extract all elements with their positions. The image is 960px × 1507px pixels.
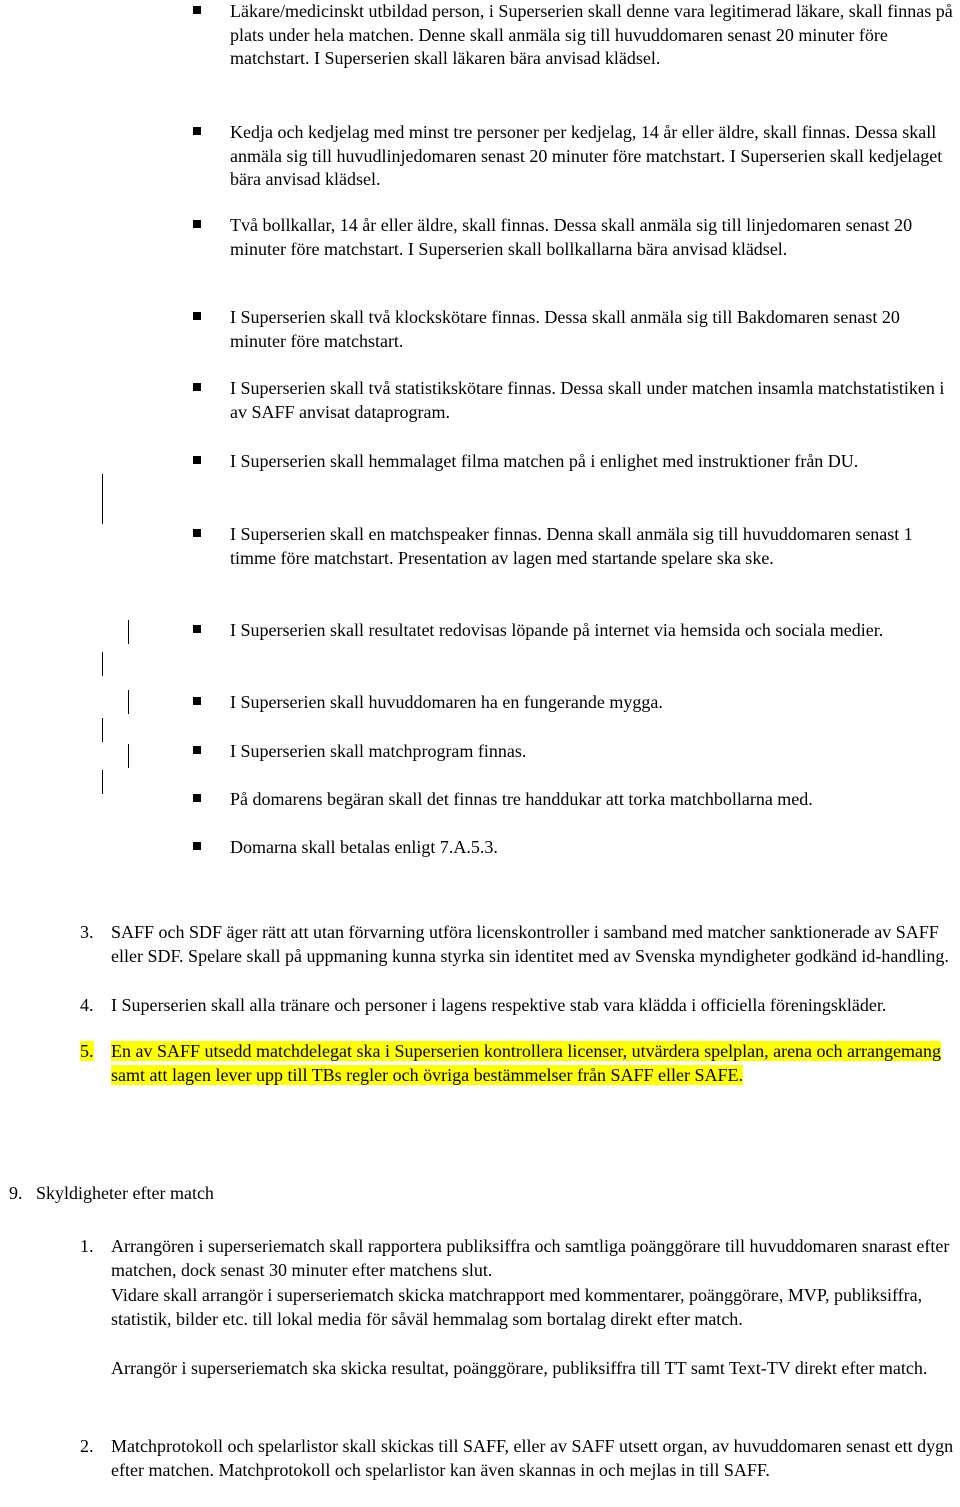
item-text: Vidare skall arrangör i superseriematch skicka matchrapport med kommentarer, poänggörare, MVP, publiksiffra, statistik, bilder etc. till lokal media för såväl hemmalag som bortalag direkt efter match. bbox=[111, 1285, 923, 1329]
bullet-text: På domarens begäran skall det finnas tre handdukar att torka matchbollarna med. bbox=[230, 789, 813, 809]
square-bullet-icon bbox=[193, 625, 201, 633]
bullet-text: I Superserien skall två klockskötare finnas. Dessa skall anmäla sig till Bakdomaren senast 20 minuter före matchstart. bbox=[230, 307, 900, 351]
bullet-text: Kedja och kedjelag med minst tre personer per kedjelag, 14 år eller äldre, skall finnas. Dessa skall anmäla sig till huvudlinjedomaren senast 20 minuter före matchstart. I Superserien skall kedjelaget bära anvisad klädsel. bbox=[230, 122, 943, 190]
item-text: Arrangören i superseriematch skall rapportera publiksiffra och samtliga poänggörare till huvuddomaren snarast efter matchen, dock senast 30 minuter efter matchens slut. bbox=[111, 1236, 950, 1280]
bullet-text: I Superserien skall matchprogram finnas. bbox=[230, 741, 527, 761]
square-bullet-icon bbox=[193, 6, 201, 14]
change-bar bbox=[102, 474, 103, 524]
item-number: 4. bbox=[80, 995, 94, 1015]
square-bullet-icon bbox=[193, 383, 201, 391]
square-bullet-icon bbox=[193, 127, 201, 135]
square-bullet-icon bbox=[193, 529, 201, 537]
section-heading: 9. Skyldigheter efter match bbox=[9, 1183, 214, 1203]
item-number: 3. bbox=[80, 922, 94, 942]
highlighted-number: 5. bbox=[80, 1041, 94, 1061]
change-bar bbox=[102, 718, 103, 742]
item-text bbox=[111, 1040, 956, 1087]
bullet-text: Domarna skall betalas enligt 7.A.5.3. bbox=[230, 837, 498, 857]
square-bullet-icon bbox=[193, 312, 201, 320]
item-text: SAFF och SDF äger rätt att utan förvarning utföra licenskontroller i samband med matcher sanktionerade av SAFF eller SDF. Spelare skall på uppmaning kunna styrka sin identitet med av Svenska myndigheter godkänd id-handling. bbox=[111, 922, 949, 966]
change-bar bbox=[128, 744, 129, 768]
item-text: Matchprotokoll och spelarlistor skall skickas till SAFF, eller av SAFF utsett organ, av huvuddomaren senast ett dygn efter matchen. Matchprotokoll och spelarlistor kan även skannas in och mejlas in till SAFF. bbox=[111, 1436, 954, 1480]
item-number bbox=[80, 1040, 110, 1064]
square-bullet-icon bbox=[193, 220, 201, 228]
item-text: Arrangör i superseriematch ska skicka resultat, poänggörare, publiksiffra till TT samt Text-TV direkt efter match. bbox=[111, 1358, 928, 1378]
square-bullet-icon bbox=[193, 842, 201, 850]
bullet-text: I Superserien skall hemmalaget filma matchen på i enlighet med instruktioner från DU. bbox=[230, 451, 859, 471]
square-bullet-icon bbox=[193, 794, 201, 802]
square-bullet-icon bbox=[193, 456, 201, 464]
square-bullet-icon bbox=[193, 746, 201, 754]
bullet-text: I Superserien skall huvuddomaren ha en fungerande mygga. bbox=[230, 692, 663, 712]
bullet-text: Läkare/medicinskt utbildad person, i Superserien skall denne vara legitimerad läkare, skall finnas på plats under hela matchen. Denne skall anmäla sig till huvuddomaren senast 20 minuter före matchstart. I Superserien skall läkaren bära anvisad klädsel. bbox=[230, 1, 953, 69]
change-bar bbox=[128, 620, 129, 644]
item-number: 2. bbox=[80, 1436, 94, 1456]
highlighted-text: En av SAFF utsedd matchdelegat ska i Superserien kontrollera licenser, utvärdera spelplan, arena och arrangemang samt att lagen lever upp till TBs regler och övriga bestämmelser från SAFF eller SAFE. bbox=[111, 1041, 941, 1085]
item-text: I Superserien skall alla tränare och personer i lagens respektive stab vara klädda i officiella föreningskläder. bbox=[111, 995, 887, 1015]
change-bar bbox=[102, 770, 103, 794]
bullet-text: I Superserien skall resultatet redovisas löpande på internet via hemsida och sociala medier. bbox=[230, 620, 884, 640]
bullet-text: I Superserien skall två statistikskötare finnas. Dessa skall under matchen insamla matchstatistiken i av SAFF anvisat dataprogram. bbox=[230, 378, 945, 422]
item-number: 1. bbox=[80, 1236, 94, 1256]
change-bar bbox=[128, 690, 129, 714]
square-bullet-icon bbox=[193, 697, 201, 705]
bullet-text: I Superserien skall en matchspeaker finnas. Denna skall anmäla sig till huvuddomaren senast 1 timme före matchstart. Presentation av lagen med startande spelare ska ske. bbox=[230, 524, 913, 568]
bullet-text: Två bollkallar, 14 år eller äldre, skall finnas. Dessa skall anmäla sig till linjedomaren senast 20 minuter före matchstart. I Superserien skall bollkallarna bära anvisad klädsel. bbox=[230, 215, 913, 259]
change-bar bbox=[102, 652, 103, 676]
